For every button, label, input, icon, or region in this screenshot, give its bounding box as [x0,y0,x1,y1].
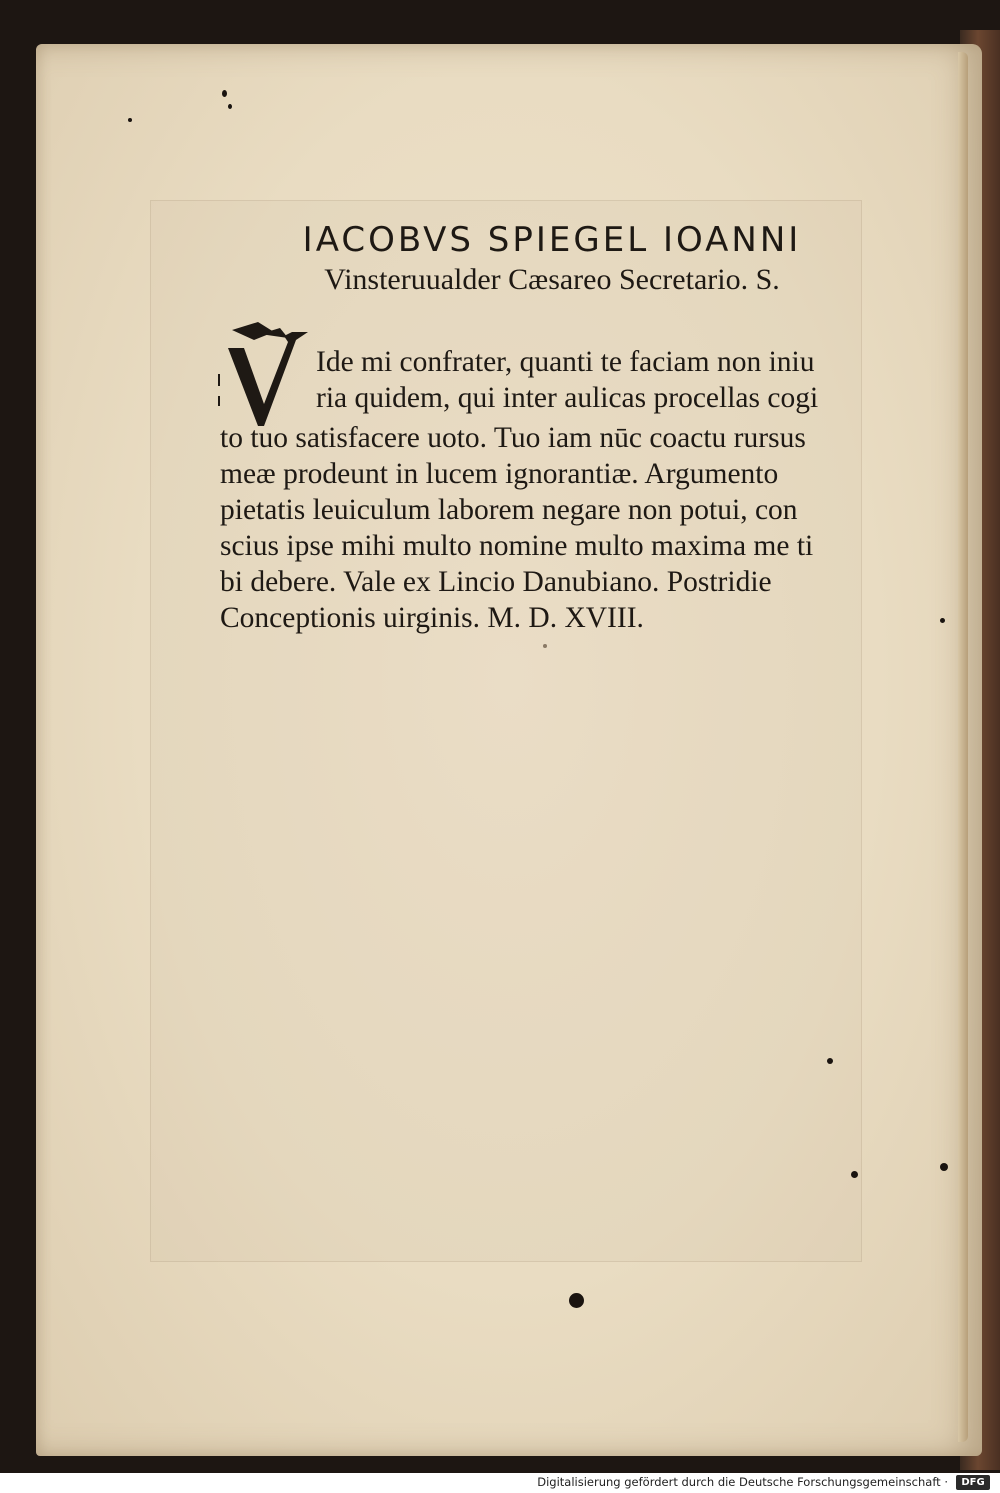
body-line: to tuo satisfacere uoto. Tuo iam nūc coactu rursus [220,422,806,454]
body-line: pietatis leuiculum laborem negare non potui, con [220,494,798,526]
heading-line-1: IACOBVS SPIEGEL IOANNI [302,220,802,260]
body-line: bi debere. Vale ex Lincio Danubiano. Postridie [220,566,772,598]
heading-line-2: Vinsteruualder Cæsareo Secretario. S. [324,263,780,296]
body-line: meæ prodeunt in lucem ignorantiæ. Argumento [220,458,779,490]
page-edge [958,52,968,1442]
ink-speck [827,1058,833,1064]
digitization-footer [0,1473,1000,1493]
ink-speck [228,104,232,109]
dfg-logo-icon: DFG [956,1475,990,1490]
ink-speck [851,1171,858,1178]
ink-speck [940,1163,948,1171]
decorated-initial-v [218,318,312,430]
funding-credit: Digitalisierung gefördert durch die Deutsche Forschungsgemeinschaft · [537,1475,948,1489]
ink-speck [128,118,132,122]
initial-letter-text: V [218,318,219,319]
body-line: Ide mi confrater, quanti te faciam non iniu [316,346,815,378]
ink-speck [569,1293,584,1308]
body-line: scius ipse mihi multo nomine multo maxima me ti [220,530,814,562]
letter-heading [150,218,930,298]
body-line: Conceptionis uirginis. M. D. XVIII. [220,602,644,634]
body-line: ria quidem, qui inter aulicas procellas cogi [316,382,819,414]
ink-speck [222,90,227,97]
ink-speck [543,644,547,648]
ink-speck [940,618,945,623]
